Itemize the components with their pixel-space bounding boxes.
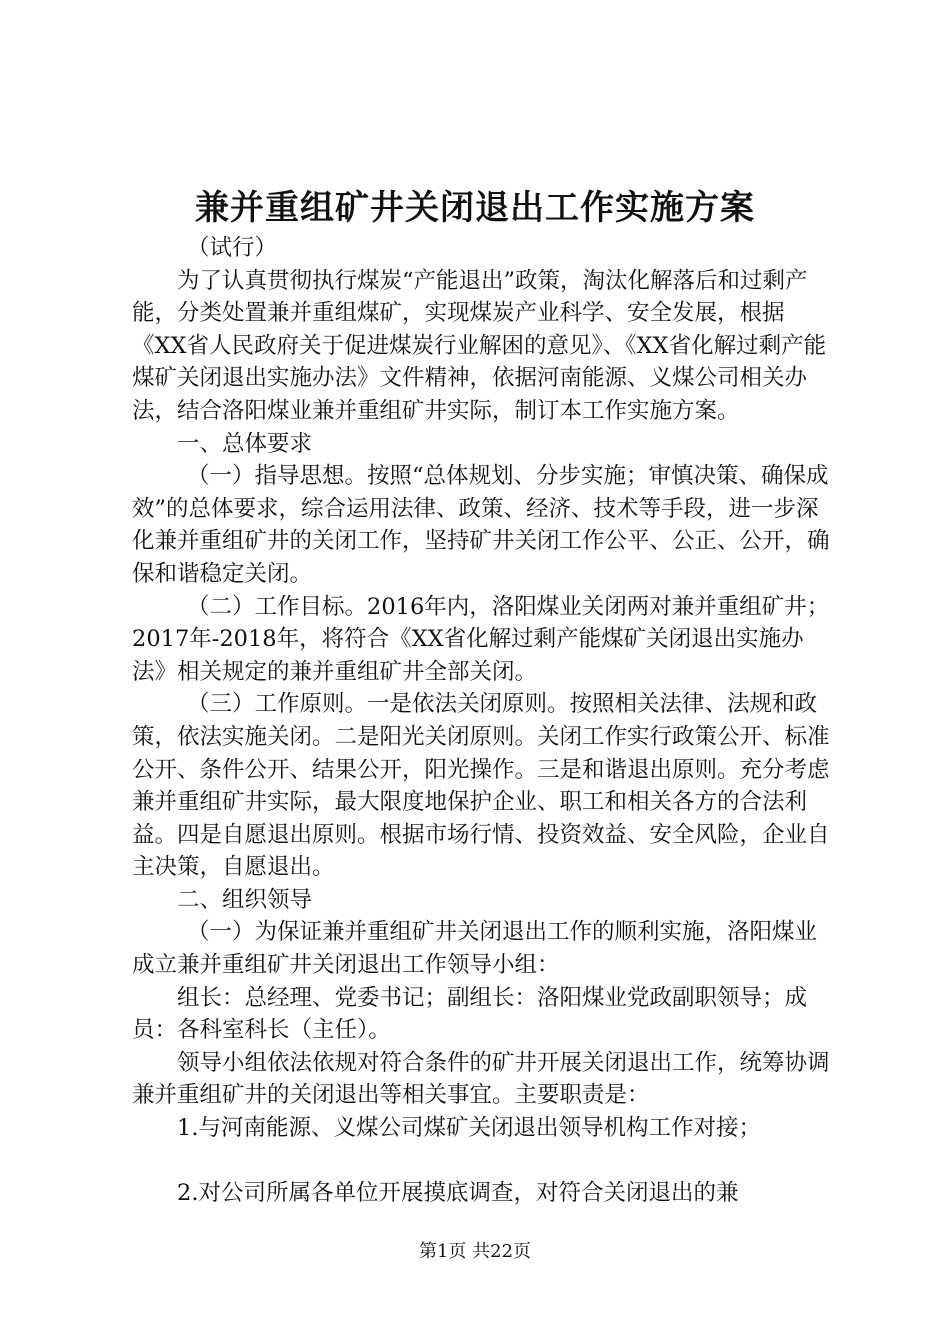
document-body bbox=[132, 232, 832, 1209]
list-item-duty-2: 2.对公司所属各单位开展摸底调查，对符合关闭退出的兼 bbox=[177, 1179, 739, 1206]
list-item-duty-1: 1.与河南能源、义煤公司煤矿关闭退出领导机构工作对接； bbox=[177, 1115, 761, 1142]
document-title: 兼并重组矿井关闭退出工作实施方案 bbox=[195, 188, 755, 228]
paragraph-leading-group: （一）为保证兼并重组矿井关闭退出工作的顺利实施，洛阳煤业成立兼并重组矿井关闭退出工作领导小组： bbox=[132, 919, 818, 979]
paragraph-work-goal: （二）工作目标。2016年内，洛阳煤业关闭两对兼并重组矿井；2017年-2018年，将符合《XX省化解过剩产能煤矿关闭退出实施办法》相关规定的兼并重组矿井全部关闭。 bbox=[132, 593, 830, 685]
section-heading-2: 二、组织领导 bbox=[177, 886, 313, 913]
paragraph-work-principles: （三）工作原则。一是依法关闭原则。按照相关法律、法规和政策，依法实施关闭。二是阳光关闭原则。关闭工作实行政策公开、标准公开、条件公开、结果公开，阳光操作。三是和谐退出原则。充分考虑兼并重组矿井实际，最大限度地保护企业、职工和相关各方的合法利益。四是自愿退出原则。根据市场行情、投资效益、安全风险，企业自主决策，自愿退出。 bbox=[132, 691, 830, 881]
trial-note: （试行） bbox=[187, 235, 278, 261]
paragraph-group-members: 组长：总经理、党委书记；副组长：洛阳煤业党政副职领导；成员：各科室科长（主任）。 bbox=[132, 984, 808, 1044]
page-footer: 第1页 共22页 bbox=[418, 1241, 532, 1262]
intro-paragraph: 为了认真贯彻执行煤炭“产能退出”政策，淘汰化解落后和过剩产能，分类处置兼并重组煤矿，实现煤炭产业科学、安全发展，根据《XX省人民政府关于促进煤炭行业解困的意见》、《XX省化解过剩产能煤矿关闭退出实施办法》文件精神，依据河南能源、义煤公司相关办法，结合洛阳煤业兼并重组矿井实际，制订本工作实施方案。 bbox=[132, 267, 827, 424]
paragraph-group-duties: 领导小组依法依规对符合条件的矿井开展关闭退出工作，统筹协调兼并重组矿井的关闭退出等相关事宜。主要职责是： bbox=[132, 1049, 830, 1109]
paragraph-guiding-thought: （一）指导思想。按照“总体规划、分步实施；审慎决策、确保成效”的总体要求，综合运用法律、政策、经济、技术等手段，进一步深化兼并重组矿井的关闭工作，坚持矿井关闭工作公平、公正、公开，确保和谐稳定关闭。 bbox=[132, 463, 830, 587]
section-heading-1: 一、总体要求 bbox=[177, 430, 313, 457]
